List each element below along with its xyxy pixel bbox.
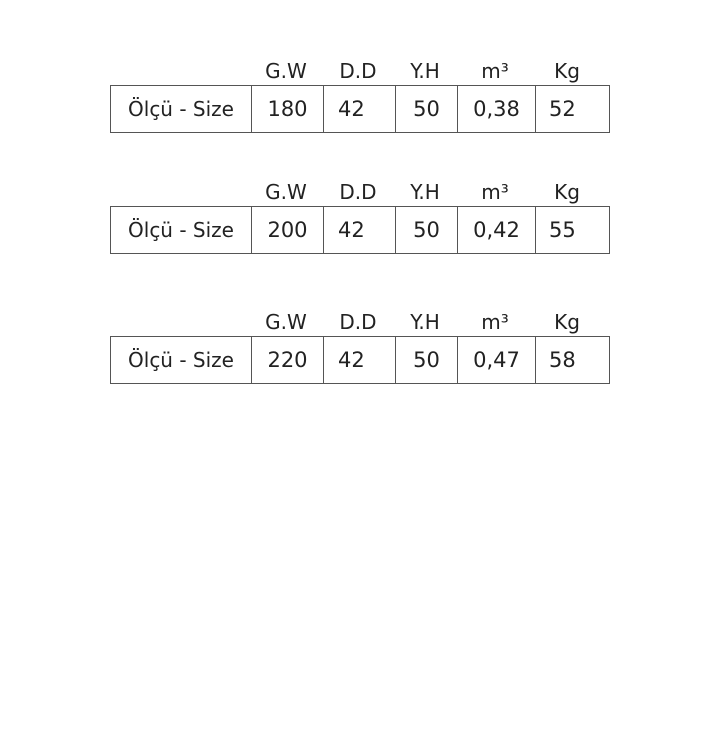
row-label: Ölçü - Size (128, 97, 234, 121)
header-yh: Y.H (410, 59, 440, 83)
size-table-3 (110, 308, 610, 384)
header-m3: m³ (481, 310, 509, 334)
cell-gw: 220 (251, 337, 323, 383)
header-kg: Kg (554, 180, 580, 204)
row-label: Ölçü - Size (128, 218, 234, 242)
cell-m3: 0,42 (457, 207, 535, 253)
header-dd: D.D (339, 310, 377, 334)
cell-dd: 42 (323, 207, 395, 253)
header-kg: Kg (554, 59, 580, 83)
cell-kg: 55 (535, 207, 610, 253)
row-label: Ölçü - Size (128, 348, 234, 372)
cell-gw: 180 (251, 86, 323, 132)
table-header-row (110, 178, 610, 206)
header-m3: m³ (481, 180, 509, 204)
size-table-1 (110, 57, 610, 133)
cell-kg: 58 (535, 337, 610, 383)
header-kg: Kg (554, 310, 580, 334)
cell-yh: 50 (395, 337, 457, 383)
cell-dd: 42 (323, 86, 395, 132)
header-gw: G.W (265, 310, 307, 334)
cell-dd: 42 (323, 337, 395, 383)
table-row (110, 206, 610, 254)
cell-kg: 52 (535, 86, 610, 132)
header-yh: Y.H (410, 180, 440, 204)
cell-yh: 50 (395, 207, 457, 253)
size-table-2 (110, 178, 610, 254)
cell-yh: 50 (395, 86, 457, 132)
header-dd: D.D (339, 180, 377, 204)
header-gw: G.W (265, 59, 307, 83)
header-m3: m³ (481, 59, 509, 83)
header-gw: G.W (265, 180, 307, 204)
cell-gw: 200 (251, 207, 323, 253)
table-header-row (110, 308, 610, 336)
cell-m3: 0,47 (457, 337, 535, 383)
table-row (110, 85, 610, 133)
table-header-row (110, 57, 610, 85)
header-dd: D.D (339, 59, 377, 83)
table-row (110, 336, 610, 384)
header-yh: Y.H (410, 310, 440, 334)
cell-m3: 0,38 (457, 86, 535, 132)
